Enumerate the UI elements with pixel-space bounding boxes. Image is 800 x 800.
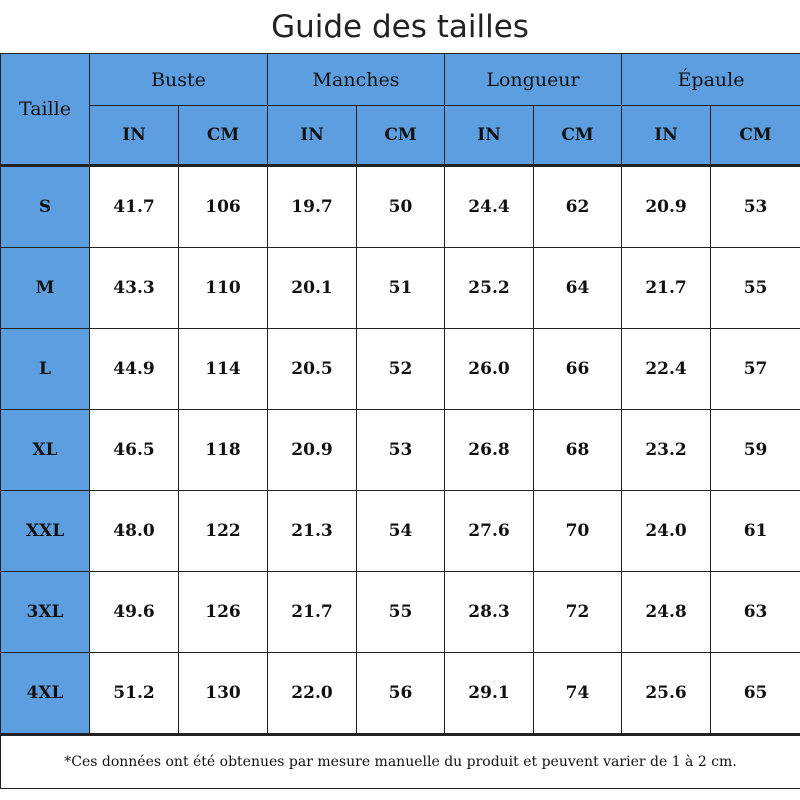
header-unit-cm: CM xyxy=(711,106,800,166)
size-cell: XXL xyxy=(1,491,90,572)
size-cell: L xyxy=(1,329,90,410)
value-cell: 50 xyxy=(357,166,445,248)
table-row xyxy=(1,166,800,248)
value-cell: 63 xyxy=(711,572,800,653)
table-row xyxy=(1,410,800,491)
value-cell: 114 xyxy=(179,329,268,410)
value-cell: 24.4 xyxy=(445,166,534,248)
footnote-row xyxy=(1,735,800,789)
value-cell: 66 xyxy=(534,329,622,410)
size-cell: 4XL xyxy=(1,653,90,735)
value-cell: 68 xyxy=(534,410,622,491)
value-cell: 57 xyxy=(711,329,800,410)
value-cell: 20.9 xyxy=(622,166,711,248)
size-cell: M xyxy=(1,248,90,329)
value-cell: 49.6 xyxy=(90,572,179,653)
value-cell: 48.0 xyxy=(90,491,179,572)
value-cell: 130 xyxy=(179,653,268,735)
header-unit-in: IN xyxy=(90,106,179,166)
header-group-manches: Manches xyxy=(268,54,445,106)
table-row xyxy=(1,491,800,572)
table-row xyxy=(1,572,800,653)
value-cell: 55 xyxy=(711,248,800,329)
value-cell: 24.0 xyxy=(622,491,711,572)
value-cell: 110 xyxy=(179,248,268,329)
table-row xyxy=(1,329,800,410)
size-cell: S xyxy=(1,166,90,248)
value-cell: 59 xyxy=(711,410,800,491)
value-cell: 52 xyxy=(357,329,445,410)
value-cell: 51 xyxy=(357,248,445,329)
size-cell: 3XL xyxy=(1,572,90,653)
table-row xyxy=(1,653,800,735)
value-cell: 21.3 xyxy=(268,491,357,572)
value-cell: 74 xyxy=(534,653,622,735)
header-unit-cm: CM xyxy=(534,106,622,166)
value-cell: 26.8 xyxy=(445,410,534,491)
table-row xyxy=(1,248,800,329)
value-cell: 70 xyxy=(534,491,622,572)
value-cell: 65 xyxy=(711,653,800,735)
value-cell: 53 xyxy=(711,166,800,248)
value-cell: 51.2 xyxy=(90,653,179,735)
value-cell: 20.1 xyxy=(268,248,357,329)
value-cell: 41.7 xyxy=(90,166,179,248)
size-chart-table xyxy=(0,53,800,789)
header-unit-in: IN xyxy=(445,106,534,166)
value-cell: 43.3 xyxy=(90,248,179,329)
header-group-epaule: Épaule xyxy=(622,54,800,106)
header-unit-in: IN xyxy=(622,106,711,166)
page-title: Guide des tailles xyxy=(271,9,529,45)
value-cell: 27.6 xyxy=(445,491,534,572)
value-cell: 55 xyxy=(357,572,445,653)
value-cell: 54 xyxy=(357,491,445,572)
value-cell: 28.3 xyxy=(445,572,534,653)
value-cell: 72 xyxy=(534,572,622,653)
value-cell: 46.5 xyxy=(90,410,179,491)
value-cell: 22.4 xyxy=(622,329,711,410)
value-cell: 20.5 xyxy=(268,329,357,410)
value-cell: 62 xyxy=(534,166,622,248)
value-cell: 22.0 xyxy=(268,653,357,735)
value-cell: 21.7 xyxy=(622,248,711,329)
value-cell: 25.6 xyxy=(622,653,711,735)
value-cell: 19.7 xyxy=(268,166,357,248)
value-cell: 23.2 xyxy=(622,410,711,491)
value-cell: 25.2 xyxy=(445,248,534,329)
header-unit-in: IN xyxy=(268,106,357,166)
value-cell: 21.7 xyxy=(268,572,357,653)
value-cell: 61 xyxy=(711,491,800,572)
value-cell: 44.9 xyxy=(90,329,179,410)
header-group-buste: Buste xyxy=(90,54,268,106)
value-cell: 24.8 xyxy=(622,572,711,653)
header-size: Taille xyxy=(1,54,90,166)
value-cell: 56 xyxy=(357,653,445,735)
header-group-longueur: Longueur xyxy=(445,54,622,106)
value-cell: 122 xyxy=(179,491,268,572)
size-cell: XL xyxy=(1,410,90,491)
value-cell: 126 xyxy=(179,572,268,653)
value-cell: 20.9 xyxy=(268,410,357,491)
header-unit-cm: CM xyxy=(179,106,268,166)
footnote-text: *Ces données ont été obtenues par mesure manuelle du produit et peuvent varier de 1 à 2 cm. xyxy=(1,735,800,789)
header-unit-cm: CM xyxy=(357,106,445,166)
value-cell: 106 xyxy=(179,166,268,248)
value-cell: 53 xyxy=(357,410,445,491)
value-cell: 29.1 xyxy=(445,653,534,735)
value-cell: 64 xyxy=(534,248,622,329)
value-cell: 118 xyxy=(179,410,268,491)
value-cell: 26.0 xyxy=(445,329,534,410)
